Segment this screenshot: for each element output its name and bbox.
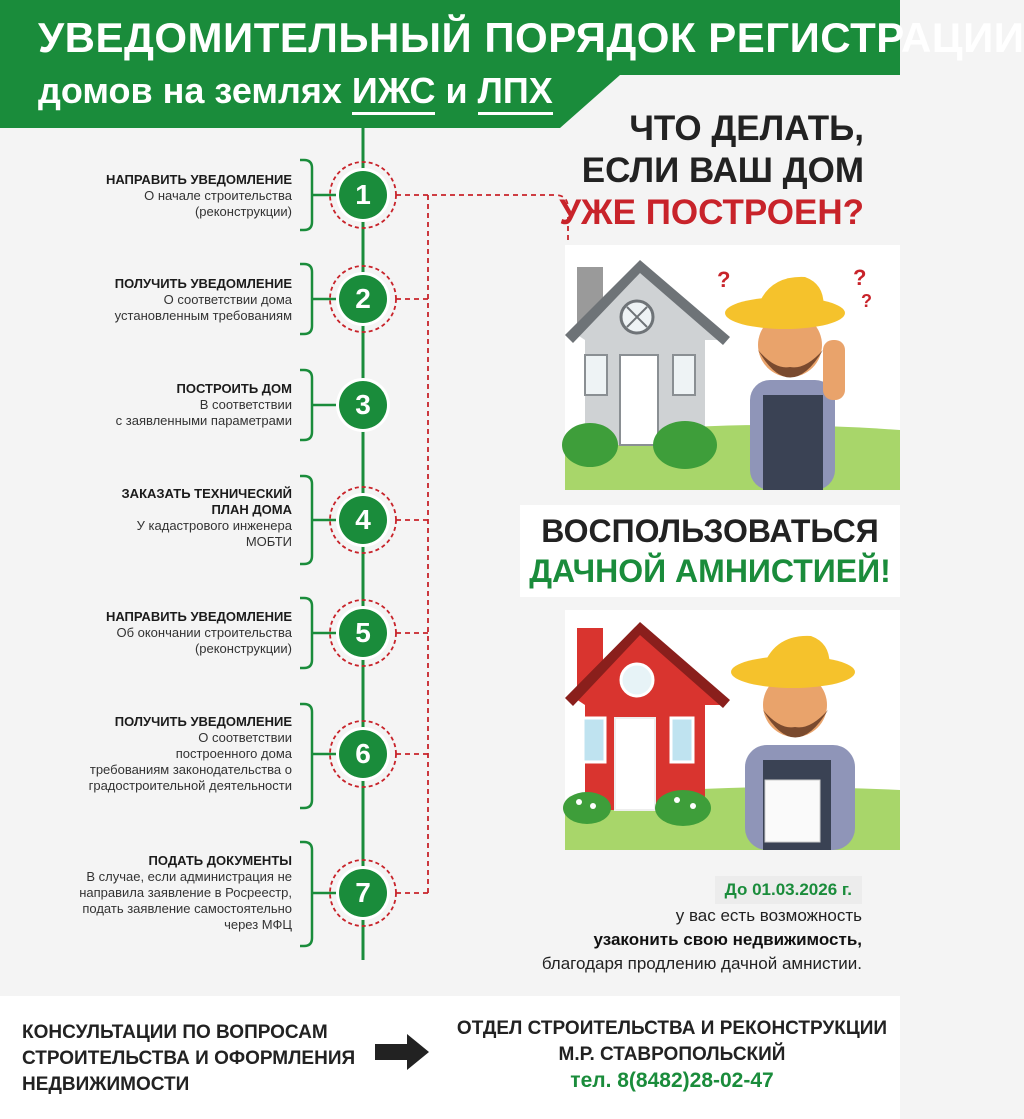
step-line: Об окончании строительства bbox=[116, 625, 292, 640]
subtitle-and: и bbox=[435, 70, 478, 111]
step-line: О начале строительства bbox=[144, 188, 292, 203]
footer-left-line: СТРОИТЕЛЬСТВА И ОФОРМЛЕНИЯ bbox=[22, 1048, 356, 1069]
svg-text:?: ? bbox=[861, 291, 872, 311]
phone-number[interactable]: тел. 8(8482)28-02-47 bbox=[570, 1069, 774, 1092]
question-heading bbox=[559, 108, 864, 234]
step-line: (реконструкции) bbox=[194, 641, 292, 656]
step-1-text bbox=[106, 172, 292, 220]
step-brackets bbox=[300, 160, 336, 946]
step-line: через МФЦ bbox=[224, 917, 292, 932]
step-line: подать заявление самостоятельно bbox=[82, 901, 292, 916]
amnesty-callout bbox=[520, 505, 900, 597]
step-line: (реконструкции) bbox=[194, 204, 292, 219]
amnesty-note bbox=[542, 876, 862, 976]
question-line: ЧТО ДЕЛАТЬ, bbox=[629, 109, 864, 148]
step-2-text bbox=[115, 276, 292, 324]
svg-text:?: ? bbox=[853, 265, 867, 290]
step-heading: ЗАКАЗАТЬ ТЕХНИЧЕСКИЙ bbox=[121, 486, 292, 501]
amnesty-highlight: ДАЧНОЙ АМНИСТИЕЙ! bbox=[529, 553, 891, 589]
department-name: ОТДЕЛ СТРОИТЕЛЬСТВА И РЕКОНСТРУКЦИИ bbox=[456, 1018, 888, 1039]
step-6-text bbox=[89, 714, 292, 794]
consultation-label bbox=[22, 1020, 355, 1098]
step-line: с заявленными параметрами bbox=[115, 413, 292, 428]
registered-house-illustration bbox=[565, 610, 900, 850]
step-7-text bbox=[79, 853, 292, 933]
page-title: УВЕДОМИТЕЛЬНЫЙ ПОРЯДОК РЕГИСТРАЦИИ bbox=[38, 14, 1024, 61]
step-heading: НАПРАВИТЬ УВЕДОМЛЕНИЕ bbox=[105, 609, 292, 624]
step-number-5: 5 bbox=[339, 609, 387, 657]
subtitle-izhs: ИЖС bbox=[352, 70, 436, 115]
step-5-text bbox=[106, 609, 292, 657]
step-number-3: 3 bbox=[339, 381, 387, 429]
footer-left-line: КОНСУЛЬТАЦИИ ПО ВОПРОСАМ bbox=[22, 1022, 328, 1043]
right-arrow-icon bbox=[375, 1032, 431, 1072]
step-heading-2: ПЛАН ДОМА bbox=[211, 502, 292, 517]
question-line: ЕСЛИ ВАШ ДОМ bbox=[581, 151, 864, 190]
step-heading: НАПРАВИТЬ УВЕДОМЛЕНИЕ bbox=[105, 172, 292, 187]
step-line: градостроительной деятельности bbox=[88, 778, 292, 793]
amnesty-line: ВОСПОЛЬЗОВАТЬСЯ bbox=[541, 513, 879, 549]
department-contact bbox=[452, 1016, 892, 1094]
step-line: направила заявление в Росреестр, bbox=[79, 885, 292, 900]
note-line: у вас есть возможность bbox=[675, 906, 862, 925]
step-number-6: 6 bbox=[339, 730, 387, 778]
step-line: В случае, если администрация не bbox=[86, 869, 292, 884]
step-line: установленным требованиям bbox=[114, 308, 292, 323]
svg-text:?: ? bbox=[717, 267, 731, 292]
step-line: МОБТИ bbox=[245, 534, 292, 549]
step-heading: ПОСТРОИТЬ ДОМ bbox=[176, 381, 292, 396]
step-number-7: 7 bbox=[339, 869, 387, 917]
step-line: требованиям законодательства о bbox=[89, 762, 292, 777]
district-name: М.Р. СТАВРОПОЛЬСКИЙ bbox=[558, 1044, 786, 1065]
subtitle-lph: ЛПХ bbox=[478, 70, 553, 115]
step-number-2: 2 bbox=[339, 275, 387, 323]
unregistered-house-illustration bbox=[565, 245, 900, 490]
step-4-text bbox=[122, 486, 292, 550]
note-line: благодаря продлению дачной амнистии. bbox=[541, 954, 862, 973]
footer bbox=[0, 996, 900, 1119]
step-line: У кадастрового инженера bbox=[136, 518, 292, 533]
step-heading: ПОЛУЧИТЬ УВЕДОМЛЕНИЕ bbox=[114, 276, 292, 291]
step-line: О соответствии bbox=[198, 730, 292, 745]
step-number-1: 1 bbox=[339, 171, 387, 219]
subtitle-text: домов на землях bbox=[38, 70, 352, 111]
step-heading: ПОДАТЬ ДОКУМЕНТЫ bbox=[148, 853, 292, 868]
deadline-date: До 01.03.2026 г. bbox=[715, 876, 862, 904]
step-heading: ПОЛУЧИТЬ УВЕДОМЛЕНИЕ bbox=[114, 714, 292, 729]
step-number-4: 4 bbox=[339, 496, 387, 544]
step-3-text bbox=[116, 381, 292, 429]
step-line: построенного дома bbox=[175, 746, 292, 761]
footer-left-line: НЕДВИЖИМОСТИ bbox=[22, 1074, 190, 1095]
note-bold-line: узаконить свою недвижимость, bbox=[593, 930, 862, 949]
step-line: О соответствии дома bbox=[163, 292, 292, 307]
step-line: В соответствии bbox=[199, 397, 292, 412]
question-highlight: УЖЕ ПОСТРОЕН? bbox=[559, 193, 864, 232]
